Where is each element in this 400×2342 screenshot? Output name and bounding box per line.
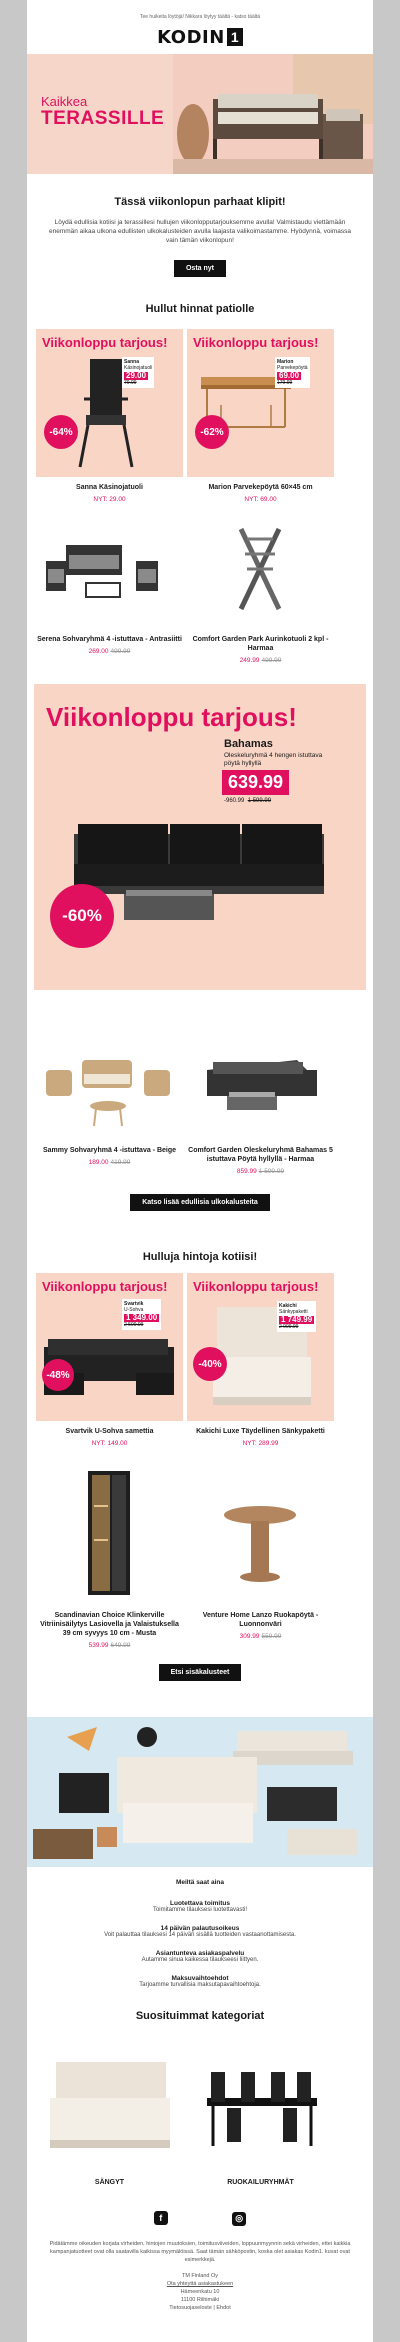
product-card[interactable]: [187, 329, 334, 503]
product-old-price: 1 599.99: [258, 1168, 285, 1175]
big-tag-price: 639.99: [222, 770, 289, 795]
price-tag: [277, 1301, 316, 1332]
product-name: Comfort Garden Oleskeluryhmä Bahamas 5 istuttava Pöytä hyllyllä - Harmaa: [188, 1147, 333, 1163]
tag-name: Svartvik: [124, 1301, 144, 1307]
usp-text: Autamme sinua kaikessa tilaukseesi liittyen.: [141, 1957, 259, 1963]
product-price: 539.99: [88, 1642, 109, 1649]
discount-badge: -40%: [193, 1347, 227, 1381]
product-price: NYT: 149.00: [91, 1440, 128, 1447]
usp-title: Asiantunteva asiakaspalvelu: [155, 1950, 245, 1957]
tag-name: Marion: [277, 359, 294, 365]
big-promo-label: Viikonloppu tarjous!: [46, 702, 297, 732]
product-price-row: [187, 657, 334, 664]
tag-old-price: 179.99: [277, 380, 293, 386]
product-name: Marion Parvekepöytä 60×45 cm: [208, 484, 313, 491]
promo-label: Viikonloppu tarjous!: [42, 335, 168, 350]
price-tag: [122, 1299, 161, 1330]
tag-desc: Käsinojatuoli: [124, 365, 153, 371]
tag-old-price: 2 599.99: [124, 1322, 144, 1328]
tag-desc: Sänkypaketti: [279, 1309, 308, 1315]
product-name: Sammy Sohvaryhmä 4 -istuttava - Beige: [42, 1147, 177, 1154]
product-old-price: 649.99: [110, 1642, 131, 1649]
tag-price: 69.00: [279, 371, 300, 380]
product-price-row: [36, 1159, 183, 1166]
usp-item: [27, 1975, 373, 1988]
price-tag: [122, 357, 154, 388]
product-old-price: 499.99: [110, 648, 131, 655]
product-price-row: [36, 1642, 183, 1649]
tag-old-price: 79.99: [124, 380, 137, 386]
tag-price: 29.00: [126, 371, 147, 380]
vitrine-image: [36, 1465, 183, 1605]
hero-line2: TERASSILLE: [41, 108, 165, 129]
lounge-chair-image: [187, 509, 334, 629]
product-name: Kakichi Luxe Täydellinen Sänkypaketti: [196, 1428, 325, 1435]
intro-title: Tässä viikonlopun parhaat klipit!: [114, 196, 286, 208]
instagram-icon[interactable]: ◎: [232, 2212, 246, 2226]
usp-title: 14 päivän palautusoikeus: [160, 1925, 240, 1932]
promo-image: [36, 1273, 183, 1421]
sammy-sofa-image: [36, 1030, 183, 1140]
hero-terrace-image: [173, 54, 373, 174]
product-card[interactable]: [36, 1273, 183, 1447]
patio-section-title: Hullut hinnat patiolle: [145, 303, 255, 315]
price-tag: [275, 357, 310, 388]
category-beds[interactable]: [36, 2042, 183, 2186]
usp-item: [27, 1950, 373, 1963]
address-street: Hämeenkatu 10: [180, 2289, 220, 2295]
product-price-row: [187, 1168, 334, 1175]
big-tag-desc: Oleskeluryhmä 4 hengen istuttava pöytä hyllyllä: [224, 752, 323, 767]
sofa-set-image: [36, 509, 183, 629]
product-card[interactable]: [187, 1273, 334, 1447]
product-card[interactable]: [36, 1030, 183, 1175]
beds-image: [36, 2042, 183, 2162]
facebook-icon[interactable]: f: [154, 2211, 168, 2225]
category-label: RUOKAILURYHMÄT: [227, 2179, 294, 2186]
tag-old-price: 2 999.99: [279, 1324, 299, 1330]
product-card[interactable]: [36, 1465, 183, 1649]
usp-text: Voit palauttaa tilauksesi 14 päivän sisällä tuotteiden vastaanottamisesta.: [104, 1932, 296, 1938]
usp-item: [27, 1925, 373, 1938]
promo-image: [187, 1273, 334, 1421]
product-price-row: [36, 648, 183, 655]
product-name: Serena Sohvaryhmä 4 -istuttava - Antrasiitti: [37, 636, 182, 643]
big-tag-name: Bahamas: [224, 738, 273, 750]
promo-label: Viikonloppu tarjous!: [42, 1279, 168, 1294]
product-name: Scandinavian Choice Klinkerville Vitriinisäilytys Lasiovella ja Valaistuksella 39 cm syvyys 10 cm - Musta: [40, 1612, 179, 1637]
tag-desc: Parvekepöytä: [277, 365, 308, 371]
usp-title: Luotettava toimitus: [170, 1900, 230, 1907]
product-price: NYT: 69.00: [244, 496, 277, 503]
logo-number: 1: [227, 28, 243, 46]
promo-label: Viikonloppu tarjous!: [193, 1279, 319, 1294]
product-card[interactable]: [36, 329, 183, 503]
product-price: 249.99: [239, 657, 260, 664]
product-old-price: 419.99: [110, 1159, 131, 1166]
dining-table-image: [187, 1465, 334, 1605]
product-old-price: 559.99: [261, 1633, 282, 1640]
tag-price: 1 349.00: [126, 1313, 158, 1322]
logo-word: KODIN: [157, 26, 225, 48]
big-discount-badge: -60%: [50, 884, 114, 948]
categories-title: Suosituimmat kategoriat: [135, 2010, 265, 2022]
promo-image: [187, 329, 334, 477]
usp-heading: Meiltä saat aina: [175, 1879, 225, 1886]
furniture-collage-image: [27, 1717, 373, 1867]
product-card[interactable]: [36, 509, 183, 664]
promo-image: [36, 329, 183, 477]
hero-banner[interactable]: [27, 54, 373, 174]
usp-item: [27, 1900, 373, 1913]
promo-label: Viikonloppu tarjous!: [193, 335, 319, 350]
tag-price: 1 749.99: [281, 1315, 313, 1324]
product-price: 309.99: [239, 1633, 260, 1640]
usp-text: Tarjoamme turvallisia maksutapavaihtoehtoja.: [139, 1982, 261, 1988]
product-card[interactable]: [187, 1030, 334, 1175]
product-price: 859.99: [236, 1168, 257, 1175]
usp-text: Toimitamme tilauksesi luotettavasti!: [152, 1907, 248, 1913]
category-dining[interactable]: [187, 2042, 334, 2186]
preheader-text: Tee huikeita löytöjä! Nikkara löytyy täältä - katso täältä: [139, 14, 261, 20]
footer-disclaimer: Pidätämme oikeuden korjata virheiden, hintojen muutoksien, toimitusviiveiden, loppuunmyynnin sekä virheiden, ettei kaikkia kampanjatuotteet ovat olla saatavilla kaikissa myymälöissä. Saat tämän sähköpostin, koska olet asiakas Kodin1. kuvat ovat esimerkkejä.: [49, 2241, 351, 2263]
dining-sets-image: [187, 2042, 334, 2162]
privacy-terms-links[interactable]: Tietosuojaseloste | Ehdot: [169, 2305, 231, 2311]
tag-name: Kakichi: [279, 1303, 297, 1309]
product-price: NYT: 289.99: [242, 1440, 279, 1447]
tag-name: Sanna: [124, 359, 140, 365]
kodin1-logo[interactable]: [27, 20, 373, 54]
intro-text: Löydä edullisia kotiisi ja terassillesi hullujen viikonlopputarjouksemme avulla! Valmistaudu viettämään enemmän aikaa ulkona edullisten ulkokalusteiden avulla laajasta valikoimastamme. Hyödynnä, voimassa vain tämän viikonlopun!: [48, 219, 352, 244]
home-section-title: Hulluja hintoja kotiisi!: [142, 1251, 258, 1263]
shop-now-button[interactable]: Osta nyt: [174, 260, 226, 277]
usp-title: Maksuvaihtoehdot: [171, 1975, 229, 1982]
big-tag-old1: -960.99: [224, 798, 245, 804]
product-old-price: 499.99: [261, 657, 282, 664]
product-card[interactable]: [187, 509, 334, 664]
indoor-furniture-button[interactable]: Etsi sisäkalusteet: [159, 1664, 242, 1681]
category-label: SÄNGYT: [94, 2179, 125, 2186]
product-name: Svartvik U-Sohva samettia: [65, 1428, 154, 1435]
product-name: Venture Home Lanzo Ruokapöytä - Luonnonväri: [202, 1612, 319, 1628]
hero-line1: Kaikkea: [41, 94, 88, 109]
email-container: [27, 0, 373, 2342]
product-name: Sanna Käsinojatuoli: [76, 484, 143, 491]
product-price: NYT: 29.00: [93, 496, 126, 503]
product-price: 189.00: [88, 1159, 109, 1166]
discount-badge: -48%: [42, 1359, 74, 1391]
product-card[interactable]: [187, 1465, 334, 1649]
more-outdoor-button[interactable]: Katso lisää edullisia ulkokalusteita: [130, 1194, 270, 1211]
corner-sofa-image: [187, 1030, 334, 1140]
contact-support-link[interactable]: Ota yhteyttä asiakastukeen: [166, 2281, 234, 2287]
company-name: TM Finland Oy: [181, 2273, 219, 2279]
product-name: Comfort Garden Park Aurinkotuoli 2 kpl - Harmaa: [192, 636, 329, 652]
product-price: 269.00: [88, 648, 109, 655]
tag-desc: U-Sohva: [124, 1307, 144, 1313]
address-city: 11100 Riihimäki: [180, 2297, 220, 2303]
discount-badge: -62%: [195, 415, 229, 449]
discount-badge: -64%: [44, 415, 78, 449]
bahamas-promo[interactable]: [34, 684, 366, 990]
product-price-row: [187, 1633, 334, 1640]
big-tag-old2: 1 599.99: [247, 798, 272, 804]
